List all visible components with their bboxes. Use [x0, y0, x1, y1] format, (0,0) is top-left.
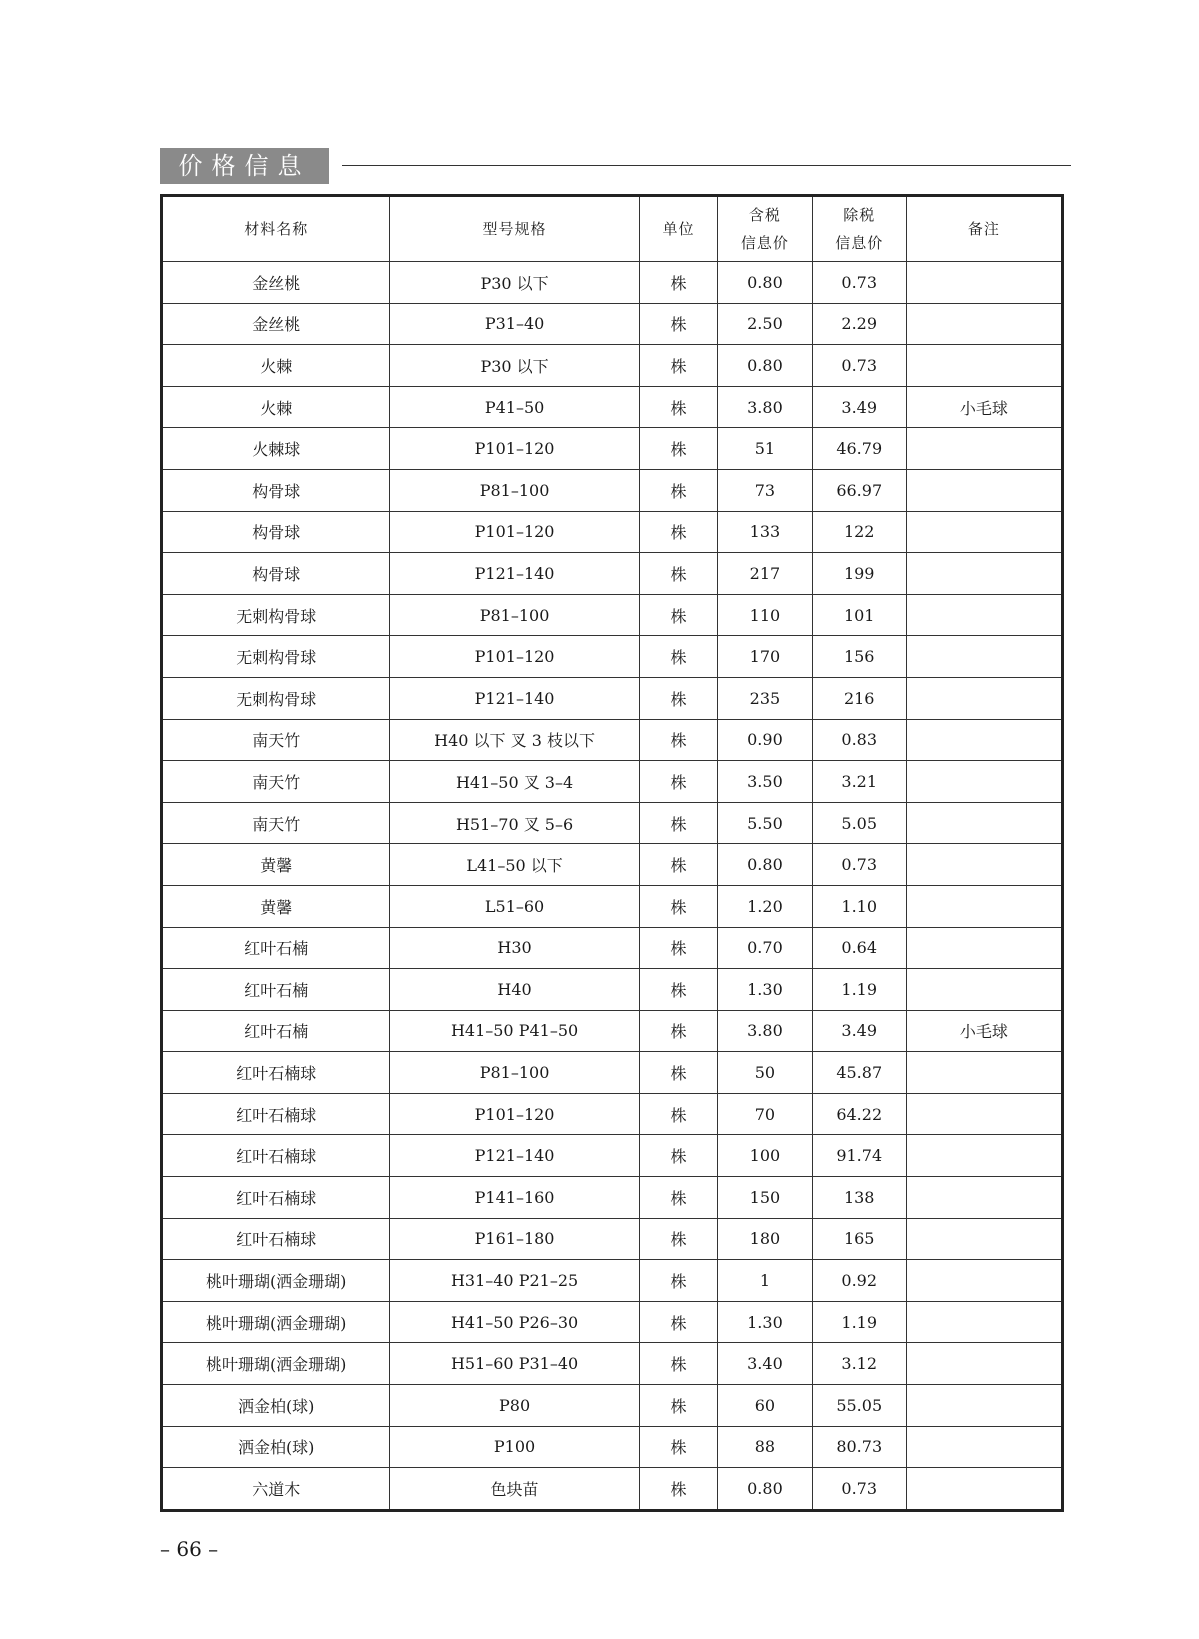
cell-remark	[906, 594, 1062, 636]
cell-spec: H31–40 P21–25	[390, 1260, 639, 1302]
cell-material-name: 黄馨	[162, 844, 390, 886]
cell-spec: P121–140	[390, 1135, 639, 1177]
cell-spec: P100	[390, 1426, 639, 1468]
cell-tax-inclusive-price: 3.80	[718, 1010, 812, 1052]
cell-tax-inclusive-price: 5.50	[718, 802, 812, 844]
table-row	[162, 885, 1063, 927]
cell-remark	[906, 1468, 1062, 1511]
cell-material-name: 火棘	[162, 345, 390, 387]
cell-unit: 株	[639, 469, 718, 511]
cell-material-name: 红叶石楠	[162, 969, 390, 1011]
cell-remark	[906, 1426, 1062, 1468]
cell-remark	[906, 469, 1062, 511]
cell-unit: 株	[639, 636, 718, 678]
cell-spec: P81–100	[390, 1052, 639, 1094]
cell-tax-exclusive-price: 5.05	[812, 802, 906, 844]
cell-spec: H40 以下 叉 3 枝以下	[390, 719, 639, 761]
table-row	[162, 1260, 1063, 1302]
cell-tax-inclusive-price: 235	[718, 677, 812, 719]
header-tax-exclusive-price	[812, 196, 906, 262]
cell-spec: H41–50 P41–50	[390, 1010, 639, 1052]
cell-material-name: 红叶石楠球	[162, 1093, 390, 1135]
section-header	[160, 148, 1071, 184]
header-material-name: 材料名称	[162, 196, 390, 262]
cell-remark	[906, 1260, 1062, 1302]
cell-tax-exclusive-price: 66.97	[812, 469, 906, 511]
header-tax-inclusive-line1: 含税	[748, 206, 781, 224]
cell-tax-exclusive-price: 0.73	[812, 844, 906, 886]
table-body	[162, 262, 1063, 1511]
cell-material-name: 红叶石楠	[162, 1010, 390, 1052]
cell-remark	[906, 1093, 1062, 1135]
cell-tax-exclusive-price: 91.74	[812, 1135, 906, 1177]
cell-material-name: 火棘球	[162, 428, 390, 470]
cell-tax-exclusive-price: 45.87	[812, 1052, 906, 1094]
cell-material-name: 无刺构骨球	[162, 677, 390, 719]
cell-tax-exclusive-price: 0.73	[812, 1468, 906, 1511]
cell-tax-inclusive-price: 100	[718, 1135, 812, 1177]
cell-material-name: 金丝桃	[162, 303, 390, 345]
header-tax-inclusive-line2: 信息价	[740, 234, 789, 252]
cell-tax-inclusive-price: 3.80	[718, 386, 812, 428]
cell-spec: P81–100	[390, 469, 639, 511]
cell-remark	[906, 1135, 1062, 1177]
cell-unit: 株	[639, 1010, 718, 1052]
cell-spec: P31–40	[390, 303, 639, 345]
cell-spec: P121–140	[390, 553, 639, 595]
cell-spec: H51–70 叉 5–6	[390, 802, 639, 844]
cell-tax-exclusive-price: 46.79	[812, 428, 906, 470]
cell-tax-exclusive-price: 122	[812, 511, 906, 553]
table-row	[162, 677, 1063, 719]
cell-material-name: 南天竹	[162, 802, 390, 844]
cell-spec: H51–60 P31–40	[390, 1343, 639, 1385]
table-row	[162, 969, 1063, 1011]
cell-remark	[906, 262, 1062, 304]
table-row	[162, 719, 1063, 761]
cell-tax-exclusive-price: 199	[812, 553, 906, 595]
cell-remark	[906, 511, 1062, 553]
cell-tax-exclusive-price: 3.49	[812, 1010, 906, 1052]
table-row	[162, 1177, 1063, 1219]
table-row	[162, 262, 1063, 304]
cell-spec: 色块苗	[390, 1468, 639, 1511]
cell-remark	[906, 677, 1062, 719]
cell-unit: 株	[639, 386, 718, 428]
cell-spec: P80	[390, 1385, 639, 1427]
price-table	[160, 194, 1064, 1512]
cell-tax-exclusive-price: 64.22	[812, 1093, 906, 1135]
table-row	[162, 1385, 1063, 1427]
cell-tax-exclusive-price: 1.19	[812, 969, 906, 1011]
cell-spec: H40	[390, 969, 639, 1011]
cell-remark	[906, 802, 1062, 844]
table-row	[162, 428, 1063, 470]
cell-spec: P121–140	[390, 677, 639, 719]
table-row	[162, 761, 1063, 803]
cell-spec: P101–120	[390, 511, 639, 553]
cell-spec: H41–50 P26–30	[390, 1301, 639, 1343]
cell-spec: P101–120	[390, 636, 639, 678]
cell-tax-inclusive-price: 1.30	[718, 969, 812, 1011]
cell-material-name: 无刺构骨球	[162, 594, 390, 636]
cell-remark	[906, 553, 1062, 595]
cell-unit: 株	[639, 303, 718, 345]
cell-remark: 小毛球	[906, 386, 1062, 428]
cell-spec: H41–50 叉 3–4	[390, 761, 639, 803]
cell-material-name: 构骨球	[162, 553, 390, 595]
cell-remark	[906, 1177, 1062, 1219]
cell-material-name: 六道木	[162, 1468, 390, 1511]
cell-unit: 株	[639, 1260, 718, 1302]
cell-unit: 株	[639, 885, 718, 927]
cell-material-name: 红叶石楠球	[162, 1177, 390, 1219]
table-row	[162, 927, 1063, 969]
cell-material-name: 南天竹	[162, 719, 390, 761]
section-divider	[342, 165, 1071, 166]
cell-tax-inclusive-price: 3.40	[718, 1343, 812, 1385]
cell-material-name: 构骨球	[162, 511, 390, 553]
cell-spec: P101–120	[390, 1093, 639, 1135]
cell-material-name: 红叶石楠	[162, 927, 390, 969]
table-row	[162, 303, 1063, 345]
table-row	[162, 1343, 1063, 1385]
cell-unit: 株	[639, 719, 718, 761]
cell-remark	[906, 428, 1062, 470]
cell-spec: P30 以下	[390, 345, 639, 387]
cell-tax-exclusive-price: 101	[812, 594, 906, 636]
cell-spec: P101–120	[390, 428, 639, 470]
cell-remark	[906, 719, 1062, 761]
header-tax-exclusive-line2: 信息价	[835, 234, 884, 252]
cell-remark: 小毛球	[906, 1010, 1062, 1052]
table-row	[162, 1301, 1063, 1343]
cell-material-name: 红叶石楠球	[162, 1052, 390, 1094]
cell-tax-inclusive-price: 0.70	[718, 927, 812, 969]
cell-tax-exclusive-price: 80.73	[812, 1426, 906, 1468]
cell-spec: P141–160	[390, 1177, 639, 1219]
table-row	[162, 844, 1063, 886]
cell-unit: 株	[639, 927, 718, 969]
cell-material-name: 桃叶珊瑚(洒金珊瑚)	[162, 1301, 390, 1343]
cell-remark	[906, 1385, 1062, 1427]
table-row	[162, 1052, 1063, 1094]
cell-unit: 株	[639, 677, 718, 719]
page-number: – 66 –	[160, 1537, 219, 1561]
cell-tax-inclusive-price: 150	[718, 1177, 812, 1219]
cell-unit: 株	[639, 1135, 718, 1177]
cell-spec: P30 以下	[390, 262, 639, 304]
cell-material-name: 无刺构骨球	[162, 636, 390, 678]
cell-tax-inclusive-price: 1	[718, 1260, 812, 1302]
table-row	[162, 1093, 1063, 1135]
cell-unit: 株	[639, 1385, 718, 1427]
cell-tax-inclusive-price: 0.90	[718, 719, 812, 761]
cell-tax-exclusive-price: 3.21	[812, 761, 906, 803]
table-row	[162, 345, 1063, 387]
cell-remark	[906, 345, 1062, 387]
cell-tax-exclusive-price: 0.73	[812, 262, 906, 304]
cell-tax-inclusive-price: 60	[718, 1385, 812, 1427]
cell-tax-inclusive-price: 88	[718, 1426, 812, 1468]
cell-remark	[906, 1301, 1062, 1343]
section-title: 价格信息	[160, 148, 329, 184]
cell-tax-inclusive-price: 1.20	[718, 885, 812, 927]
cell-material-name: 构骨球	[162, 469, 390, 511]
header-remark: 备注	[906, 196, 1062, 262]
cell-unit: 株	[639, 345, 718, 387]
cell-remark	[906, 927, 1062, 969]
cell-spec: H30	[390, 927, 639, 969]
header-tax-inclusive-price	[718, 196, 812, 262]
cell-unit: 株	[639, 594, 718, 636]
cell-remark	[906, 844, 1062, 886]
cell-tax-inclusive-price: 0.80	[718, 844, 812, 886]
cell-remark	[906, 1052, 1062, 1094]
cell-unit: 株	[639, 262, 718, 304]
cell-material-name: 红叶石楠球	[162, 1135, 390, 1177]
header-unit: 单位	[639, 196, 718, 262]
cell-tax-inclusive-price: 3.50	[718, 761, 812, 803]
cell-spec: P161–180	[390, 1218, 639, 1260]
cell-tax-exclusive-price: 2.29	[812, 303, 906, 345]
table-row	[162, 1218, 1063, 1260]
cell-tax-inclusive-price: 73	[718, 469, 812, 511]
table-row	[162, 1010, 1063, 1052]
cell-spec: L41–50 以下	[390, 844, 639, 886]
cell-tax-inclusive-price: 170	[718, 636, 812, 678]
cell-unit: 株	[639, 1468, 718, 1511]
table-row	[162, 594, 1063, 636]
cell-tax-inclusive-price: 217	[718, 553, 812, 595]
table-row	[162, 511, 1063, 553]
cell-tax-inclusive-price: 0.80	[718, 345, 812, 387]
cell-tax-exclusive-price: 3.12	[812, 1343, 906, 1385]
cell-tax-exclusive-price: 216	[812, 677, 906, 719]
cell-unit: 株	[639, 844, 718, 886]
cell-tax-inclusive-price: 1.30	[718, 1301, 812, 1343]
cell-material-name: 洒金柏(球)	[162, 1426, 390, 1468]
cell-unit: 株	[639, 553, 718, 595]
cell-unit: 株	[639, 511, 718, 553]
cell-material-name: 红叶石楠球	[162, 1218, 390, 1260]
cell-material-name: 南天竹	[162, 761, 390, 803]
cell-material-name: 金丝桃	[162, 262, 390, 304]
table-header-row	[162, 196, 1063, 262]
cell-tax-inclusive-price: 0.80	[718, 1468, 812, 1511]
cell-remark	[906, 303, 1062, 345]
cell-tax-exclusive-price: 0.64	[812, 927, 906, 969]
cell-tax-inclusive-price: 110	[718, 594, 812, 636]
table-row	[162, 1468, 1063, 1511]
table-row	[162, 553, 1063, 595]
table-row	[162, 469, 1063, 511]
cell-tax-exclusive-price: 165	[812, 1218, 906, 1260]
cell-material-name: 桃叶珊瑚(洒金珊瑚)	[162, 1260, 390, 1302]
cell-tax-exclusive-price: 0.83	[812, 719, 906, 761]
cell-unit: 株	[639, 428, 718, 470]
header-spec: 型号规格	[390, 196, 639, 262]
cell-remark	[906, 761, 1062, 803]
cell-tax-exclusive-price: 1.10	[812, 885, 906, 927]
cell-tax-inclusive-price: 70	[718, 1093, 812, 1135]
cell-tax-inclusive-price: 0.80	[718, 262, 812, 304]
cell-tax-inclusive-price: 51	[718, 428, 812, 470]
cell-unit: 株	[639, 1218, 718, 1260]
cell-spec: L51–60	[390, 885, 639, 927]
table-row	[162, 1426, 1063, 1468]
cell-tax-inclusive-price: 180	[718, 1218, 812, 1260]
cell-unit: 株	[639, 802, 718, 844]
cell-remark	[906, 969, 1062, 1011]
cell-unit: 株	[639, 1052, 718, 1094]
cell-tax-inclusive-price: 50	[718, 1052, 812, 1094]
cell-tax-exclusive-price: 0.73	[812, 345, 906, 387]
cell-unit: 株	[639, 1426, 718, 1468]
cell-unit: 株	[639, 761, 718, 803]
cell-spec: P41–50	[390, 386, 639, 428]
cell-unit: 株	[639, 1093, 718, 1135]
table-row	[162, 1135, 1063, 1177]
cell-unit: 株	[639, 1343, 718, 1385]
cell-unit: 株	[639, 1301, 718, 1343]
cell-remark	[906, 1343, 1062, 1385]
cell-tax-exclusive-price: 1.19	[812, 1301, 906, 1343]
cell-unit: 株	[639, 969, 718, 1011]
cell-material-name: 桃叶珊瑚(洒金珊瑚)	[162, 1343, 390, 1385]
cell-tax-exclusive-price: 156	[812, 636, 906, 678]
table-row	[162, 802, 1063, 844]
cell-tax-exclusive-price: 0.92	[812, 1260, 906, 1302]
cell-remark	[906, 636, 1062, 678]
cell-unit: 株	[639, 1177, 718, 1219]
table-row	[162, 636, 1063, 678]
cell-material-name: 黄馨	[162, 885, 390, 927]
cell-tax-exclusive-price: 3.49	[812, 386, 906, 428]
cell-tax-inclusive-price: 133	[718, 511, 812, 553]
header-tax-exclusive-line1: 除税	[843, 206, 876, 224]
cell-material-name: 洒金柏(球)	[162, 1385, 390, 1427]
cell-tax-exclusive-price: 138	[812, 1177, 906, 1219]
cell-spec: P81–100	[390, 594, 639, 636]
cell-material-name: 火棘	[162, 386, 390, 428]
cell-tax-inclusive-price: 2.50	[718, 303, 812, 345]
cell-remark	[906, 885, 1062, 927]
table-row	[162, 386, 1063, 428]
cell-tax-exclusive-price: 55.05	[812, 1385, 906, 1427]
cell-remark	[906, 1218, 1062, 1260]
